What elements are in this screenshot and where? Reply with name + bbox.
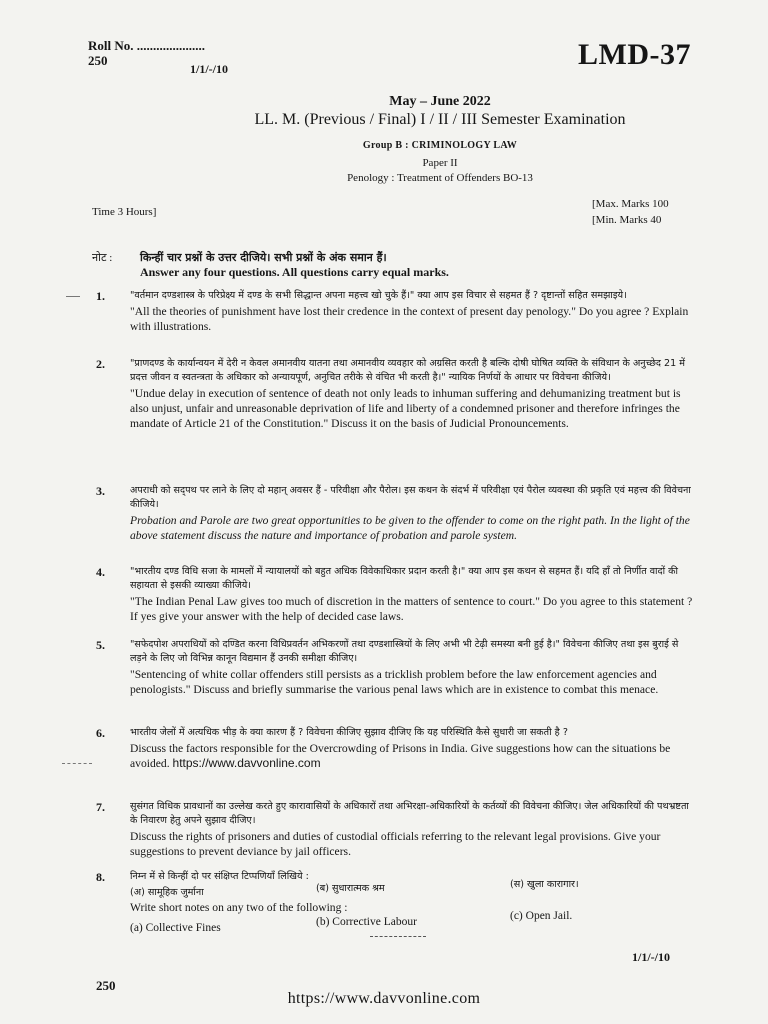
paper-code: LMD-37 xyxy=(578,38,691,71)
option-english-a: (a) Collective Fines xyxy=(130,922,221,934)
question-english: Discuss the rights of prisoners and duties of custodial officials referring to the relevant legal provisions. Give your suggestions to prevent deviance by jail officers. xyxy=(130,830,661,858)
question-number: 2. xyxy=(96,357,105,371)
note-hindi: किन्हीं चार प्रश्नों के उत्तर दीजिये। सभी प्रश्नों के अंक समान हैं। xyxy=(140,251,387,264)
question-hindi: निम्न में से किन्हीं दो पर संक्षिप्त टिप्पणियाँ लिखिये : xyxy=(130,871,309,882)
min-marks: [Min. Marks 40 xyxy=(592,214,662,226)
question-english: "Sentencing of white collar offenders still persists as a tricklish problem before the law enforcement agencies and penologists." Discuss and briefly summarise the various penal laws which are in existence to combat this menace. xyxy=(130,668,659,696)
question-hindi: भारतीय जेलों में अत्यधिक भीड़ के क्या कारण हैं ? विवेचना कीजिए सुझाव दीजिए कि यह परिस्थिति कैसे सुधारी जा सकती है ? xyxy=(130,727,568,738)
options-english xyxy=(130,910,696,934)
roll-number-label: Roll No. ..................... xyxy=(88,38,205,53)
option-english-c: (c) Open Jail. xyxy=(510,910,573,922)
question-hindi: "वर्तमान दण्डशास्त्र के परिप्रेक्ष्य में दण्ड के सभी सिद्धान्त अपना महत्त्व खो चुके हैं।" क्या आप इस विचार से सहमत हैं ? दृष्टान्तों सहित समझाइये। xyxy=(130,290,627,301)
question-english: Probation and Parole are two great opportunities to be given to the offender to come on the right path. In the light of the above statement discuss the nature and importance of probation and parole system. xyxy=(130,514,690,542)
question-hindi: अपराधी को सद्पथ पर लाने के लिए दो महान् अवसर हैं - परिवीक्षा और पैरोल। इस कथन के संदर्भ में परिवीक्षा एवं पैरोल व्यवस्था की प्रकृति एवं महत्त्व की विवेचना कीजिये। xyxy=(130,485,691,510)
options-hindi xyxy=(130,879,696,900)
note-english: Answer any four questions. All questions carry equal marks. xyxy=(140,265,449,279)
question-english: "All the theories of punishment have lost their credence in the context of present day penology." Do you agree ? Explain with illustrations. xyxy=(130,305,689,333)
question-number: 1. xyxy=(96,289,105,303)
group-title: Group B : CRIMINOLOGY LAW xyxy=(362,140,518,151)
footer-code: 250 xyxy=(96,978,116,993)
session-title: May – June 2022 xyxy=(389,94,491,109)
question-number: 6. xyxy=(96,726,105,740)
subject-title: Penology : Treatment of Offenders BO-13 xyxy=(347,172,533,184)
question-number: 8. xyxy=(96,870,105,884)
question-english: Discuss the factors responsible for the Overcrowding of Prisons in India. Give suggestions how can the situations be avoided. xyxy=(130,742,671,770)
margin-mark xyxy=(66,296,80,297)
option-hindi-c: (स) खुला कारागार। xyxy=(510,879,579,890)
footer-fraction: 1/1/-/10 xyxy=(632,950,670,964)
roll-number-block xyxy=(88,38,205,68)
question-number: 7. xyxy=(96,800,105,814)
code-left: 250 xyxy=(88,53,108,68)
question-english: "The Indian Penal Law gives too much of discretion in the matters of sentence to court." Do you agree to this statement ? If yes give your answer with the help of decided case laws. xyxy=(130,595,693,623)
question-number: 4. xyxy=(96,565,105,579)
time-allowed: Time 3 Hours] xyxy=(92,206,157,218)
end-divider xyxy=(370,936,426,937)
question-hindi: "सफेदपोश अपराधियों को दण्डित करना विधिप्रवर्तन अभिकरणों तथा दण्डशास्त्रियों के लिए अभी भी टेढ़ी समस्या बनी हुई है।" विवेचना कीजिए तथा इस बुराई से लड़ने के लिए जो विभिन्न कानून विद्यमान हैं उनकी समीक्षा कीजिए। xyxy=(130,639,679,664)
footer-url[interactable]: https://www.davvonline.com xyxy=(287,990,481,1007)
note-label: नोट : xyxy=(92,252,113,264)
question-english: "Undue delay in execution of sentence of death not only leads to inhuman suffering and dehumanizing treatment but is also unjust, unfair and unreasonable deprivation of life and liberty of a condemned prisoner and therefore infringes the mandate of Article 21 of the Constitution." Discuss it on the basis of Judicial Pronouncements. xyxy=(130,387,681,430)
margin-mark xyxy=(62,763,92,764)
question-english: Write short notes on any two of the following : xyxy=(130,901,348,914)
question-hindi: "भारतीय दण्ड विधि सजा के मामलों में न्यायालयों को बहुत अधिक विवेकाधिकार प्रदान करती है।" क्या आप इस कथन से सहमत हैं। यदि हाँ तो निर्णीत वादों की सहायता से इसकी व्याख्या कीजिये। xyxy=(130,566,679,591)
option-hindi-a: (अ) सामूहिक जुर्माना xyxy=(130,887,204,898)
question-number: 3. xyxy=(96,484,105,498)
max-marks: [Max. Marks 100 xyxy=(592,198,669,210)
marks-block xyxy=(592,196,669,228)
question-8 xyxy=(96,870,696,940)
watermark-url[interactable]: https://www.davvonline.com xyxy=(172,756,321,770)
header-fraction: 1/1/-/10 xyxy=(190,62,228,76)
option-english-b: (b) Corrective Labour xyxy=(316,916,417,928)
question-number: 5. xyxy=(96,638,105,652)
exam-title: LL. M. (Previous / Final) I / II / III Semester Examination xyxy=(254,111,626,128)
paper-title: Paper II xyxy=(422,157,458,169)
option-hindi-b: (ब) सुधारात्मक श्रम xyxy=(316,883,385,894)
question-hindi: "प्राणदण्ड के कार्यान्वयन में देरी न केवल अमानवीय यातना तथा अमानवीय व्यवहार को अग्रसित करती है बल्कि दोषी घोषित व्यक्ति के संविधान के अनुच्छेद 21 में प्रदत्त जीवन व स्वतन्त्रता के अधिकार को अन्यायपूर्ण, अनुचित तरीके से वंचित भी करती है।" न्यायिक निर्णयों के आधार पर विवेचना कीजिये। xyxy=(130,358,685,383)
question-hindi: सुसंगत विधिक प्रावधानों का उल्लेख करते हुए कारावासियों के अधिकारों तथा अभिरक्षा-अधिकारियों के कर्तव्यों की विवेचना कीजिए। जेल अधिकारियों की पथभ्रष्टता के निवारण हेतु अपने सुझाव दीजिए। xyxy=(130,801,689,826)
